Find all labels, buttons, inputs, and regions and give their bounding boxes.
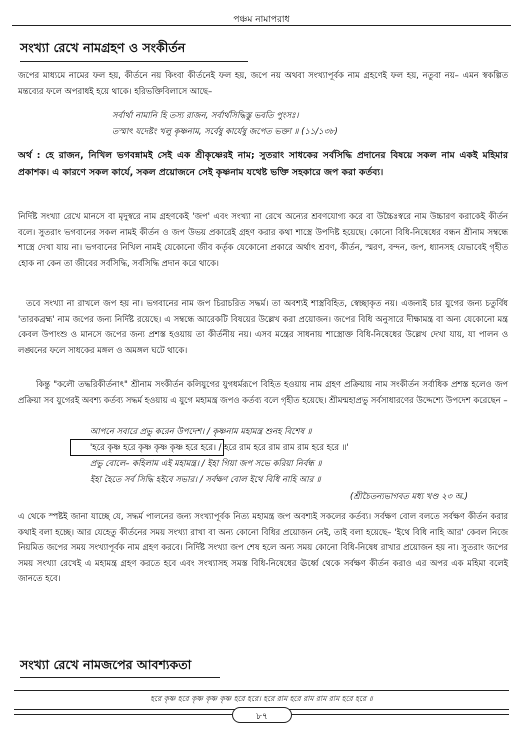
- verse-2-mahamantra-line: 'হরে কৃষ্ণ হরে কৃষ্ণ কৃষ্ণ কৃষ্ণ হরে হরে। / হরে রাম হরে রাম রাম রাম হরে হরে ॥': [90, 442, 349, 452]
- section-title-2-underline: [20, 677, 220, 678]
- section-title-1-underline: [20, 61, 248, 62]
- page-number-badge: [232, 707, 292, 723]
- verse-2-line-1: আপনে সবারে প্রভু করেন উপদেশ। / কৃষ্ণনাম মহামন্ত্র শুনহ বিশেষ ॥: [90, 426, 312, 436]
- section-title-1: সংখ্যা রেখে নামগ্রহণ ও সংকীর্তন: [20, 40, 186, 55]
- running-head: পঞ্চম নামাপরাধ: [233, 15, 290, 25]
- section-title-2: সংখ্যা রেখে নামজপের আবশ্যকতা: [20, 657, 192, 672]
- page-number: ৮৭: [256, 712, 268, 722]
- verse-2-source: (শ্রীচৈতন্যভাগবত মধ্য খণ্ড ২৩ অ.): [350, 491, 468, 501]
- verse-2-line-4: ইহা হৈতে সর্ব সিদ্ধি হইবে সভার। / সর্বক্ষণ বোল ইথে বিধি নাহি আর ॥: [90, 474, 321, 484]
- verse-2-line-3: প্রভু বোলে– কহিলাম এই মহামন্ত্র। / ইহা গিয়া জপ সভে করিয়া নির্বন্ধ ॥: [90, 458, 322, 468]
- paragraph-counting: তবে সংখ্যা না রাখলে জপ হয় না। ভগবানের নাম জপ চিরাচরিত সদ্ধর্ম। তা অবশ্যই শাস্ত্রবিহিত, স্বেচ্ছাকৃত নয়। এজন্যই চার যুগের জন্য চতুর্বিধ 'তারকব্রহ্ম' নাম জপের জন্য নির্দিষ্ট রয়েছে। এ সম্বন্ধে আরেকটি বিষয়ের উল্লেখ করা প্রয়োজন। জপের বিধি অনুসারে দীক্ষামন্ত্র বা অন্য যেকোনো মন্ত্র কেবল উপাংশু ও মানসে জপের জন্য প্রশস্ত হওয়ায় তা কীর্তনীয় নয়। এসব মন্ত্রের সাধনায় শাস্ত্রোক্ত বিধি-নিষেধের উল্লেখ দেখা যায়, যা পালন ও লঙ্ঘনের ফলে সাধকের মঙ্গল ও অমঙ্গল ঘটে থাকে।: [18, 298, 508, 355]
- paragraph-conclusion: এ থেকে স্পষ্টই জানা যাচ্ছে যে, সদ্ধর্ম পালনের জন্য সংখ্যাপূর্বক নিত্য মহামন্ত্র জপ অবশ্যই সকলের কর্তব্য। সর্বক্ষণ বোল বলতে সর্বক্ষণ কীর্তন করার কথাই বলা হচ্ছে। আর যেহেতু কীর্তনের সময় সংখ্যা রাখা বা অন্য কোনো বিধির প্রয়োজন নেই, তাই বলা হয়েছে– 'ইথে বিধি নাহি আর' কেবল নিজে নিয়মিত জপের সময় সংখ্যাপূর্বক নাম গ্রহণ করবে। নির্দিষ্ট সংখ্যা জপ শেষ হলে অন্য সময় কোনো বিধি-নিষেধ রাখার প্রয়োজন হয় না। সুতরাং জপের সময় সংখ্যা রেখেই এ মহামন্ত্র গ্রহণ করতে হবে এবং সংখ্যাসহ সমস্ত বিধি-নিষেধের ঊর্ধ্বে থেকে সর্বক্ষণ কীর্তন করাও এর অপর এক মহিমা বলেই জানতে হবে।: [18, 511, 508, 584]
- verse-1-line-2: তস্মাৎ যদেষ্টং খলু কৃষ্ণনাম, সর্বেষু কার্যেষু জপেত ভক্তা ॥ (১১/১৩৮): [112, 126, 338, 136]
- footer-rule-right: [292, 714, 509, 715]
- verse-1-line-1: সর্বার্থা নামানি হি তস্য রাজন, সর্বার্থসিদ্ধিস্তু ভবতি পুংসঃ।: [112, 110, 299, 120]
- paragraph-japa-definition: নির্দিষ্ট সংখ্যা রেখে মানসে বা মৃদুস্বরে নাম গ্রহণকেই 'জপ' এবং সংখ্যা না রেখে অন্যের শ্রবণযোগ্য করে বা উচ্চৈঃস্বরে নাম উচ্চারণ করাকেই কীর্তন বলে। সুতরাং ভগবানের সকল নামই কীর্তন ও জপ উভয় প্রকারেই গ্রহণ করার কথা শাস্ত্রে উপদিষ্ট হয়েছে। কোনো বিধি-নিষেধের বন্ধন শ্রীনাম সম্বন্ধে শাস্ত্রে দেখা যায় না। ভগবানের নিখিল নামই যেকোনো জীব কর্তৃক যেকোনো প্রকারে অর্থাৎ শ্রবণ, কীর্তন, স্মরণ, বন্দন, জপ, ধ্যানসহ যেভাবেই গৃহীত হোক না কেন তা জীবের সর্বসিদ্ধি, সর্বসিদ্ধি প্রদান করে থাকে।: [18, 211, 508, 268]
- footer-rule-left: [14, 714, 232, 715]
- header-rule: [12, 25, 511, 26]
- paragraph-intro: জপের মাধ্যমে নামের ফল হয়, কীর্তনে নয় কিংবা কীর্তনেই ফল হয়, জপে নয় অথবা সংখ্যাপূর্বক নাম গ্রহণেই ফল হয়, নতুবা নয়– এমন স্বকল্পিত মন্তব্যের ফলে অপরাধই হয়ে থাকে। হরিভক্তিবিলাসে আছে–: [18, 70, 508, 96]
- footer-mantra-text: হরে কৃষ্ণ হরে কৃষ্ণ কৃষ্ণ কৃষ্ণ হরে হরে। হরে রাম হরে রাম রাম রাম হরে হরে ॥: [150, 694, 373, 703]
- paragraph-kali-yuga: কিন্তু "কলৌ তদ্ধরিকীর্তনাৎ" শ্রীনাম সংকীর্তন কলিযুগের যুগধর্মরূপে বিহিত হওয়ায় নাম গ্রহণ প্রক্রিয়ায় নাম সংকীর্তন সর্বাধিক প্রশস্ত হলেও জপ প্রক্রিয়া সব যুগেরই অবশ্য কর্তব্য সদ্ধর্ম হওয়ায় এ যুগে মহামন্ত্র জপও কর্তব্য বলে গৃহীত হয়েছে। শ্রীমন্মহাপ্রভু সর্বসাধারণের উদ্দেশ্যে উপদেশ করেছেন –: [18, 379, 508, 405]
- translation-paragraph: অর্থ : হে রাজন, নিখিল ভগবন্নামই সেই এক শ্রীকৃষ্ণেরই নাম; সুতরাং সাধকের সর্বসিদ্ধি প্রদানের বিষয়ে সকল নাম একই মহিমার প্রকাশক। এ কারণে সকল কার্যে, সকল প্রয়োজনে সেই কৃষ্ণনাম যথেষ্ট ভক্তি সহকারে জপ করা কর্তব্য।: [18, 150, 508, 178]
